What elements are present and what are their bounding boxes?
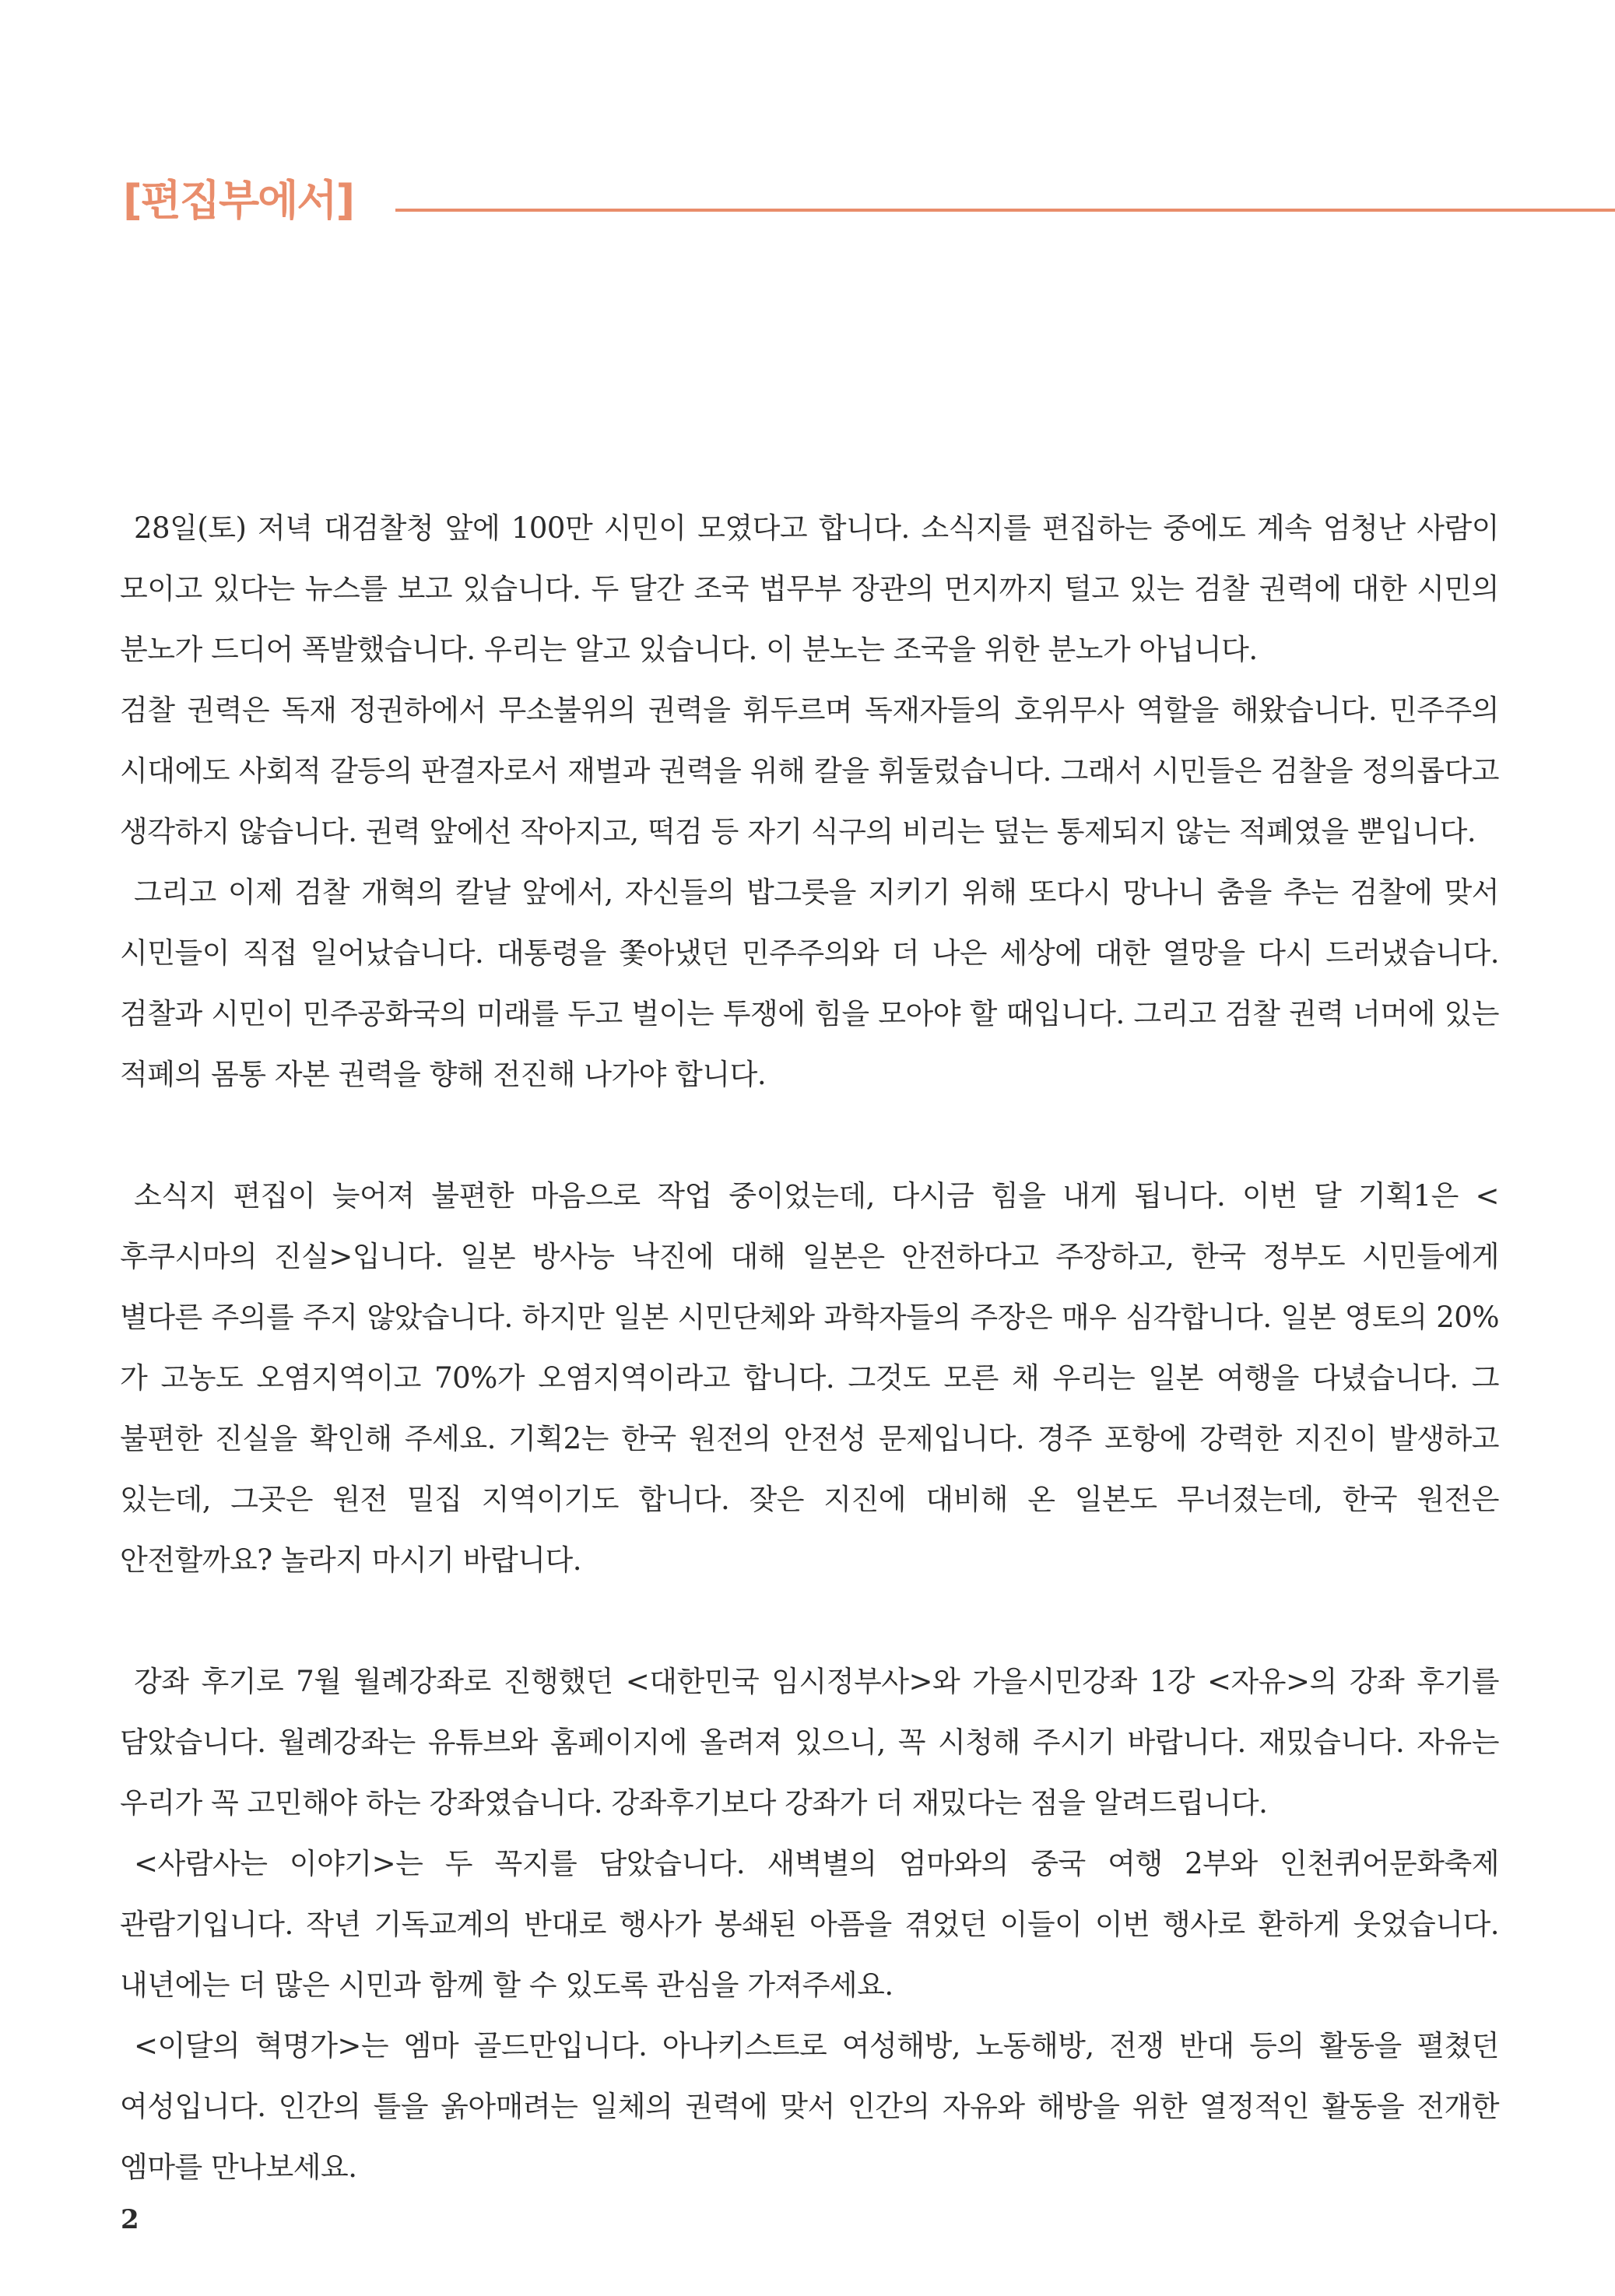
title-divider-line [395, 209, 1615, 212]
paragraph-citizens-rise: 그리고 이제 검찰 개혁의 칼날 앞에서, 자신들의 밥그릇을 지키기 위해 또다시 망나니 춤을 추는 검찰에 맞서 시민들이 직접 일어났습니다. 대통령을 쫓아냈던 민주주의와 더 나은 세상에 대한 열망을 다시 드러냈습니다. 검찰과 시민이 민주공화국의 미래를 두고 벌이는 투쟁에 힘을 모아야 할 때입니다. 그리고 검찰 권력 너머에 있는 적폐의 몸통 자본 권력을 향해 전진해 나가야 합니다. [120, 876, 1499, 1091]
paragraph-gap [120, 1105, 1499, 1166]
paragraph-prosecution-power: 검찰 권력은 독재 정권하에서 무소불위의 권력을 휘두르며 독재자들의 호위무사 역할을 해왔습니다. 민주주의 시대에도 사회적 갈등의 판결자로서 재벌과 권력을 위해 칼을 휘둘렀습니다. 그래서 시민들은 검찰을 정의롭다고 생각하지 않습니다. 권력 앞에선 작아지고, 떡검 등 자기 식구의 비리는 덮는 통제되지 않는 적폐였을 뿐입니다. [120, 693, 1499, 848]
paragraph-people-stories: <사람사는 이야기>는 두 꼭지를 담았습니다. 새벽별의 엄마와의 중국 여행 2부와 인천퀴어문화축제 관람기입니다. 작년 기독교계의 반대로 행사가 봉쇄된 아픔을 겪었던 이들이 이번 행사로 환하게 웃었습니다. 내년에는 더 많은 시민과 함께 할 수 있도록 관심을 가져주세요. [120, 1847, 1499, 2002]
section-title: [편집부에서] [123, 176, 354, 225]
page-header [123, 170, 1615, 232]
page-number: 2 [121, 2204, 139, 2235]
paragraph-feature-articles: 소식지 편집이 늦어져 불편한 마음으로 작업 중이었는데, 다시금 힘을 내게 됩니다. 이번 달 기획1은 <후쿠시마의 진실>입니다. 일본 방사능 낙진에 대해 일본은 안전하다고 주장하고, 한국 정부도 시민들에게 별다른 주의를 주지 않았습니다. 하지만 일본 시민단체와 과학자들의 주장은 매우 심각합니다. 일본 영토의 20%가 고농도 오염지역이고 70%가 오염지역이라고 합니다. 그것도 모른 채 우리는 일본 여행을 다녔습니다. 그 불편한 진실을 확인해 주세요. 기획2는 한국 원전의 안전성 문제입니다. 경주 포항에 강력한 지진이 발생하고 있는데, 그곳은 원전 밀집 지역이기도 합니다. 잦은 지진에 대비해 온 일본도 무너졌는데, 한국 원전은 안전할까요? 놀라지 마시기 바랍니다. [120, 1179, 1499, 1577]
paragraph-revolutionary-of-month: <이달의 혁명가>는 엠마 골드만입니다. 아나키스트로 여성해방, 노동해방, 전쟁 반대 등의 활동을 펼쳤던 여성입니다. 인간의 틀을 옭아매려는 일체의 권력에 맞서 인간의 자유와 해방을 위한 열정적인 활동을 전개한 엠마를 만나보세요. [120, 2029, 1499, 2184]
paragraph-lecture-reviews: 강좌 후기로 7월 월례강좌로 진행했던 <대한민국 임시정부사>와 가을시민강좌 1강 <자유>의 강좌 후기를 담았습니다. 월례강좌는 유튜브와 홈페이지에 올려져 있으니, 꼭 시청해 주시기 바랍니다. 재밌습니다. 자유는 우리가 꼭 고민해야 하는 강좌였습니다. 강좌후기보다 강좌가 더 재밌다는 점을 알려드립니다. [120, 1665, 1499, 1820]
editorial-body [120, 498, 1499, 2198]
paragraph-gap [120, 1591, 1499, 1652]
paragraph-prosecution-protest: 28일(토) 저녁 대검찰청 앞에 100만 시민이 모였다고 합니다. 소식지를 편집하는 중에도 계속 엄청난 사람이 모이고 있다는 뉴스를 보고 있습니다. 두 달간 조국 법무부 장관의 먼지까지 털고 있는 검찰 권력에 대한 시민의 분노가 드디어 폭발했습니다. 우리는 알고 있습니다. 이 분노는 조국을 위한 분노가 아닙니다. [120, 511, 1499, 666]
